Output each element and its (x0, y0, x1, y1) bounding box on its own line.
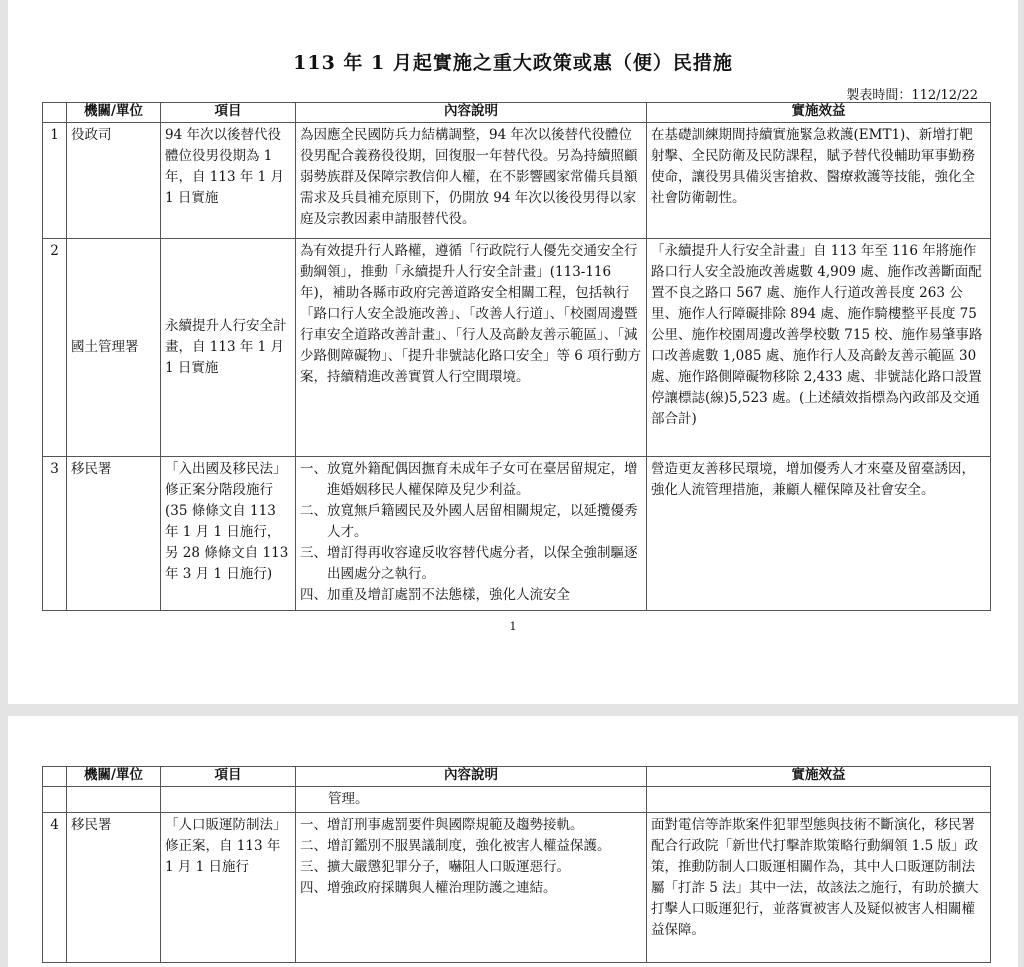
made-time: 製表時間：112/12/22 (846, 88, 978, 103)
list-marker: 三、 (300, 859, 327, 875)
cont-benefit (647, 787, 991, 813)
row-number: 4 (43, 813, 67, 963)
row-item: 「入出國及移民法」修正案分階段施行(35 條條文自 113 年 1 月 1 日施行，另 28 條條文自 113 年 3 月 1 日施行) (161, 457, 296, 611)
list-item (300, 501, 642, 543)
list-marker: 一、 (300, 817, 327, 833)
content-list (300, 815, 642, 899)
list-marker: 三、 (300, 545, 327, 561)
cont-item (161, 787, 296, 813)
table-row (43, 239, 991, 457)
list-item (300, 857, 642, 878)
header-item: 項目 (161, 767, 296, 787)
row-content (296, 457, 647, 611)
row-item: 94 年次以後替代役體位役男役期為 1 年，自 113 年 1 月 1 日實施 (161, 123, 296, 239)
list-text: 增訂得再收容違反收容替代處分者，以保全強制驅逐出國處分之執行。 (327, 545, 638, 582)
page-number: 1 (509, 620, 517, 633)
list-text: 增訂刑事處罰要件與國際規範及趨勢接軌。 (327, 817, 584, 833)
policy-table-continued (42, 766, 991, 963)
row-content: 為因應全民國防兵力結構調整，94 年次以後替代役體位役男配合義務役役期，回復服一年替代役。另為持續照顧弱勢族群及保障宗教信仰人權，在不影響國家常備兵員額需求及兵員補充原則下，仍開放 94 年次以後役男得以家庭及宗教因素申請服替代役。 (296, 123, 647, 239)
row-benefit: 面對電信等詐欺案件犯罪型態與技術不斷演化，移民署配合行政院「新世代打擊詐欺策略行動綱領 1.5 版」政策，推動防制人口販運相關作為，其中人口販運防制法屬「打詐 5 法」其中一法，故該法之施行，有助於擴大打擊人口販運犯行，並落實被害人及疑似被害人相關權益保障。 (647, 813, 991, 963)
row-benefit: 「永續提升人行安全計畫」自 113 年至 116 年將施作路口行人安全設施改善處數 4,909 處、施作改善斷面配置不良之路口 567 處、施作人行道改善長度 263 公里、施作人行障礙排除 894 處、施作騎樓整平長度 75 公里、施作校園周邊改善學校數 715 校、施作易肇事路口改善處數 1,085 處、施作行人及高齡友善示範區 30 處、施作路側障礙物移除 2,433 處、非號誌化路口設置停讓標誌(線)5,523 處。(上述績效指標為內政部及交通部合計) (647, 239, 991, 457)
policy-table (42, 102, 991, 611)
table-row-continuation (43, 787, 991, 813)
document-page-2 (8, 716, 1018, 967)
list-text: 增訂鑑別不服異議制度，強化被害人權益保護。 (327, 838, 611, 854)
header-benefit: 實施效益 (647, 103, 991, 123)
list-item (300, 459, 642, 501)
cont-agency (67, 787, 161, 813)
row-agency: 役政司 (67, 123, 161, 239)
row-number: 1 (43, 123, 67, 239)
document-title: 113 年 1 月起實施之重大政策或惠（便）民措施 (293, 52, 733, 74)
row-agency: 移民署 (67, 813, 161, 963)
list-text: 放寬無戶籍國民及外國人居留相關規定，以延攬優秀人才。 (327, 503, 638, 540)
list-item (300, 585, 642, 606)
list-text: 放寬外籍配偶因撫育未成年子女可在臺居留規定，增進婚姻移民人權保障及兒少利益。 (327, 461, 638, 498)
table-header-row (43, 767, 991, 787)
header-content: 內容說明 (296, 103, 647, 123)
list-marker: 四、 (300, 880, 327, 896)
header-content: 內容說明 (296, 767, 647, 787)
list-marker: 一、 (300, 461, 327, 477)
list-item (300, 836, 642, 857)
cont-no (43, 787, 67, 813)
list-text: 加重及增訂處罰不法態樣，強化人流安全 (327, 587, 570, 603)
header-agency: 機關/單位 (67, 767, 161, 787)
header-agency: 機關/單位 (67, 103, 161, 123)
row-content (296, 813, 647, 963)
list-marker: 四、 (300, 587, 327, 603)
list-text: 擴大嚴懲犯罪分子，嚇阻人口販運惡行。 (327, 859, 570, 875)
list-item (300, 878, 642, 899)
continuation-label: 管理。 (328, 791, 369, 807)
table-header-row (43, 103, 991, 123)
table-row (43, 457, 991, 611)
continuation-text (296, 787, 647, 813)
row-content: 為有效提升行人路權，遵循「行政院行人優先交通安全行動綱領」，推動「永續提升人行安全計畫」(113-116 年)，補助各縣市政府完善道路安全相關工程，包括執行「路口行人安全設施改善」、「改善人行道」、「校園周邊暨行車安全道路改善計畫」、「行人及高齡友善示範區」、「減少路側障礙物」、「提升非號誌化路口安全」等 6 項行動方案，持續精進改善實質人行空間環境。 (296, 239, 647, 457)
content-list (300, 459, 642, 606)
row-item: 「人口販運防制法」修正案，自 113 年 1 月 1 日施行 (161, 813, 296, 963)
header-no (43, 103, 67, 123)
table-row (43, 813, 991, 963)
header-item: 項目 (161, 103, 296, 123)
header-no (43, 767, 67, 787)
list-text: 增強政府採購與人權治理防護之連結。 (327, 880, 557, 896)
row-agency: 移民署 (67, 457, 161, 611)
list-item (300, 815, 642, 836)
row-benefit: 營造更友善移民環境，增加優秀人才來臺及留臺誘因，強化人流管理措施，兼顧人權保障及社會安全。 (647, 457, 991, 611)
list-item (300, 543, 642, 585)
document-page-1 (8, 0, 1018, 704)
table-row (43, 123, 991, 239)
row-number: 3 (43, 457, 67, 611)
list-marker: 二、 (300, 503, 327, 519)
row-number: 2 (43, 239, 67, 457)
row-item: 永續提升人行安全計畫，自 113 年 1 月 1 日實施 (161, 239, 296, 457)
row-agency: 國土管理署 (67, 239, 161, 457)
list-marker: 二、 (300, 838, 327, 854)
header-benefit: 實施效益 (647, 767, 991, 787)
row-benefit: 在基礎訓練期間持續實施緊急救護(EMT1)、新增打靶射擊、全民防衛及民防課程，賦予替代役輔助軍事勤務使命，讓役男具備災害搶救、醫療救護等技能，強化全社會防衛韌性。 (647, 123, 991, 239)
